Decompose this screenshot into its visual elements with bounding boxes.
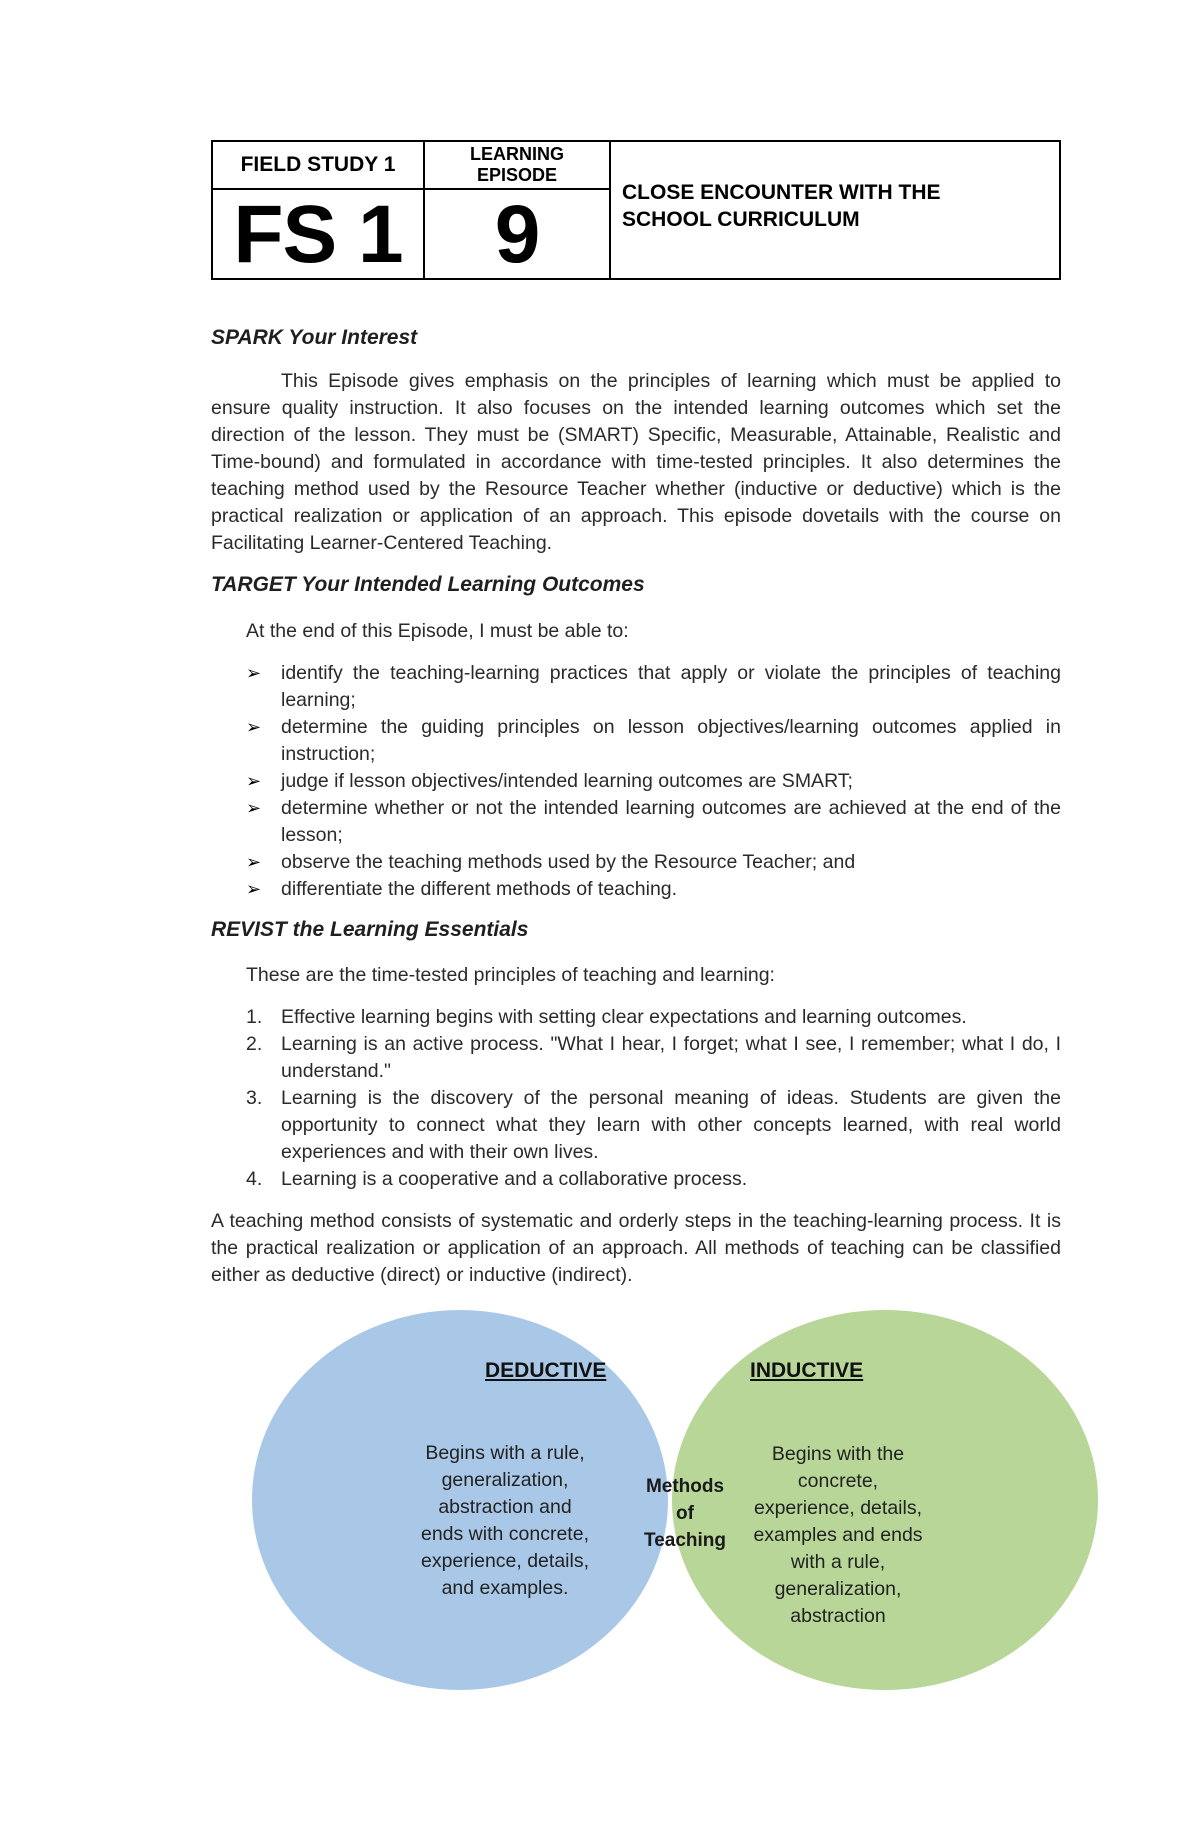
target-intro: At the end of this Episode, I must be able to: (246, 620, 629, 642)
list-item: ➢ judge if lesson objectives/intended learning outcomes are SMART; (211, 768, 1061, 795)
list-item: 1. Effective learning begins with setting clear expectations and learning outcomes. (246, 1006, 967, 1028)
arrowhead-bullet-icon: ➢ (246, 879, 262, 899)
arrowhead-bullet-icon: ➢ (246, 771, 262, 791)
episode-cell (425, 142, 611, 278)
arrowhead-bullet-icon: ➢ (246, 663, 262, 683)
revisit-intro: These are the time-tested principles of teaching and learning: (246, 964, 775, 986)
spark-heading: SPARK Your Interest (211, 326, 418, 349)
list-item: 3. Learning is the discovery of the personal meaning of ideas. Students are given the opportunity to connect what they learn with other concepts learned, with real world experiences and with their own lives. (246, 1087, 1061, 1163)
spark-paragraph: This Episode gives emphasis on the principles of learning which must be applied to ensure quality instruction. It also focuses on the intended learning outcomes which set the direction of the lesson. They must be (SMART) Specific, Measurable, Attainable, Realistic and Time-bound) and formulated in accordance with time-tested principles. It also determines the teaching method used by the Resource Teacher whether (inductive or deductive) which is the practical realization or application of an approach. This episode dovetails with the course on Facilitating Learner-Centered Teaching. (211, 370, 1061, 554)
inductive-description: Begins with the concrete, experience, details, examples and ends with a rule, generalization, abstraction (753, 1443, 923, 1627)
course-label: FIELD STUDY 1 (240, 153, 396, 176)
episode-number: 9 (494, 189, 540, 280)
list-item: 4. Learning is a cooperative and a collaborative process. (246, 1168, 748, 1190)
episode-header-table (211, 140, 1061, 280)
outcomes-list (211, 660, 1061, 903)
deductive-description: Begins with a rule, generalization, abstraction and ends with concrete, experience, details, and examples. (420, 1442, 590, 1599)
inductive-title: INDUCTIVE (750, 1359, 864, 1382)
episode-title: CLOSE ENCOUNTER WITH THE SCHOOL CURRICULUM (622, 181, 941, 231)
deductive-title: DEDUCTIVE (485, 1359, 607, 1382)
target-heading: TARGET Your Intended Learning Outcomes (211, 573, 645, 596)
principles-list (211, 1004, 1061, 1193)
arrowhead-bullet-icon: ➢ (246, 852, 262, 872)
list-item: 2. Learning is an active process. "What I hear, I forget; what I see, I remember; what I do, I understand." (246, 1033, 1061, 1082)
arrowhead-bullet-icon: ➢ (246, 798, 262, 818)
arrowhead-bullet-icon: ➢ (246, 717, 262, 737)
closing-paragraph: A teaching method consists of systematic and orderly steps in the teaching-learning process. It is the practical realization or application of an approach. All methods of teaching can be classified either as deductive (direct) or inductive (indirect). (211, 1210, 1061, 1286)
list-item: ➢ identify the teaching-learning practices that apply or violate the principles of teaching learning; (246, 662, 1061, 711)
episode-label: LEARNING EPISODE (470, 144, 564, 185)
course-code: FS 1 (233, 189, 403, 280)
revisit-heading: REVIST the Learning Essentials (211, 918, 529, 941)
course-cell (213, 142, 425, 278)
list-item: ➢ observe the teaching methods used by the Resource Teacher; and (211, 849, 1061, 876)
methods-of-teaching-label: Methods of Teaching (644, 1476, 726, 1551)
methods-venn-diagram (250, 1305, 1120, 1700)
list-item: ➢ differentiate the different methods of teaching. (211, 876, 1061, 903)
list-item: ➢ determine whether or not the intended learning outcomes are achieved at the end of the lesson; (246, 797, 1061, 846)
list-item: ➢ determine the guiding principles on lesson objectives/learning outcomes applied in instruction; (246, 716, 1061, 765)
